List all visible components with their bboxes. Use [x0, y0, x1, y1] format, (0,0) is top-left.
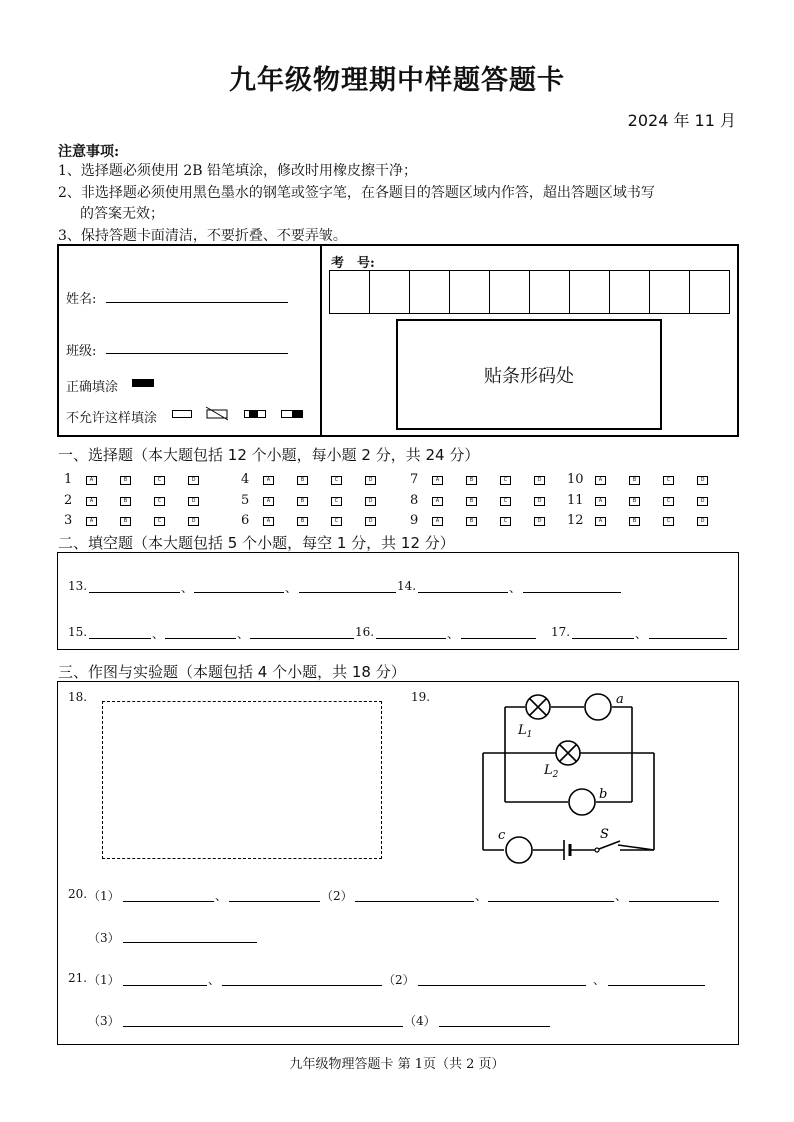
- q21-2-blank-2[interactable]: [608, 985, 705, 986]
- q15-blank-3[interactable]: [250, 638, 354, 639]
- mcq-question-number: 4: [241, 472, 250, 487]
- q15-blank-2[interactable]: [165, 638, 236, 639]
- mcq-question-number: 3: [64, 513, 73, 528]
- note-2: 2、非选择题必须使用黑色墨水的钢笔或签字笔，在各题目的答题区域内作答，超出答题区域书写: [58, 185, 655, 201]
- mcq-option-a[interactable]: A: [432, 497, 443, 506]
- q21-part2-label: （2）: [383, 973, 415, 987]
- mcq-question-number: 1: [64, 472, 73, 487]
- exam-number-label: 考 号:: [331, 256, 375, 271]
- mcq-option-d[interactable]: D: [697, 517, 708, 526]
- mcq-option-b[interactable]: B: [297, 476, 308, 485]
- mcq-option-d[interactable]: D: [697, 497, 708, 506]
- q16-blank-1[interactable]: [376, 638, 446, 639]
- mcq-option-c[interactable]: C: [500, 497, 511, 506]
- mcq-question-number: 11: [567, 493, 584, 508]
- mcq-option-d[interactable]: D: [534, 497, 545, 506]
- mcq-option-c[interactable]: C: [500, 476, 511, 485]
- q20-1-blank-1[interactable]: [123, 901, 214, 902]
- mcq-option-b[interactable]: B: [120, 517, 131, 526]
- q21-2-blank-1[interactable]: [418, 985, 586, 986]
- mcq-option-c[interactable]: C: [331, 497, 342, 506]
- mcq-option-a[interactable]: A: [432, 517, 443, 526]
- separator: 、: [593, 973, 606, 987]
- mcq-option-c[interactable]: C: [154, 497, 165, 506]
- q14-label: 14.: [397, 579, 417, 593]
- mcq-option-a[interactable]: A: [595, 497, 606, 506]
- q20-part1-label: （1）: [88, 889, 120, 903]
- q20-2-blank-2[interactable]: [488, 901, 614, 902]
- mcq-option-a[interactable]: A: [86, 497, 97, 506]
- q21-1-blank-1[interactable]: [123, 985, 207, 986]
- mcq-option-b[interactable]: B: [120, 476, 131, 485]
- label-c: c: [498, 828, 506, 843]
- separator: 、: [285, 581, 298, 595]
- q21-part3-label: （3）: [88, 1014, 120, 1028]
- mcq-option-d[interactable]: D: [365, 517, 376, 526]
- label-L1: $L_1$: [518, 723, 533, 740]
- mcq-option-b[interactable]: B: [297, 517, 308, 526]
- q17-blank-2[interactable]: [649, 638, 727, 639]
- mcq-option-b[interactable]: B: [629, 517, 640, 526]
- q14-blank-1[interactable]: [418, 592, 508, 593]
- separator: 、: [208, 973, 221, 987]
- mcq-option-a[interactable]: A: [86, 476, 97, 485]
- mcq-option-b[interactable]: B: [629, 476, 640, 485]
- info-divider: [320, 245, 322, 436]
- notes-heading: 注意事项:: [58, 144, 120, 160]
- q21-part4-label: （4）: [404, 1014, 436, 1028]
- mcq-option-b[interactable]: B: [120, 497, 131, 506]
- mcq-option-a[interactable]: A: [263, 517, 274, 526]
- mcq-option-c[interactable]: C: [663, 476, 674, 485]
- page-title: 九年级物理期中样题答题卡: [229, 65, 565, 96]
- label-S: S: [600, 827, 609, 842]
- barcode-label: 贴条形码处: [484, 366, 574, 387]
- q16-blank-2[interactable]: [461, 638, 536, 639]
- mcq-option-c[interactable]: C: [154, 517, 165, 526]
- wrong-fill-label: 不允许这样填涂: [66, 411, 158, 426]
- q20-part3-label: （3）: [88, 931, 120, 945]
- q21-1-blank-2[interactable]: [222, 985, 382, 986]
- q17-blank-1[interactable]: [572, 638, 634, 639]
- mcq-option-b[interactable]: B: [466, 476, 477, 485]
- q13-blank-2[interactable]: [194, 592, 284, 593]
- wrong-fill-empty: [172, 410, 192, 418]
- mcq-option-a[interactable]: A: [595, 517, 606, 526]
- mcq-option-d[interactable]: D: [534, 476, 545, 485]
- mcq-option-d[interactable]: D: [188, 517, 199, 526]
- separator: 、: [215, 889, 228, 903]
- label-a: a: [616, 692, 624, 707]
- mcq-option-c[interactable]: C: [331, 517, 342, 526]
- mcq-option-c[interactable]: C: [500, 517, 511, 526]
- separator: 、: [152, 627, 165, 641]
- mcq-option-c[interactable]: C: [331, 476, 342, 485]
- mcq-option-c[interactable]: C: [663, 497, 674, 506]
- separator: 、: [181, 581, 194, 595]
- q15-blank-1[interactable]: [89, 638, 151, 639]
- mcq-option-d[interactable]: D: [365, 497, 376, 506]
- q17-label: 17.: [551, 625, 571, 639]
- separator: 、: [635, 627, 648, 641]
- q20-2-blank-1[interactable]: [355, 901, 474, 902]
- q21-3-blank[interactable]: [123, 1026, 403, 1027]
- q18-label: 18.: [68, 690, 88, 704]
- section3-title: 三、作图与实验题（本题包括 4 个小题，共 18 分）: [58, 663, 406, 681]
- q20-1-blank-2[interactable]: [229, 901, 320, 902]
- mcq-question-number: 7: [410, 472, 419, 487]
- mcq-question-number: 5: [241, 493, 250, 508]
- separator: 、: [615, 889, 628, 903]
- correct-fill-label: 正确填涂: [66, 380, 119, 395]
- mcq-question-number: 10: [567, 472, 584, 487]
- name-label: 姓名:: [66, 292, 97, 307]
- mcq-option-b[interactable]: B: [629, 497, 640, 506]
- mcq-question-number: 9: [410, 513, 419, 528]
- mcq-option-a[interactable]: A: [263, 476, 274, 485]
- mcq-option-a[interactable]: A: [263, 497, 274, 506]
- q20-part2-label: （2）: [321, 889, 353, 903]
- mcq-option-a[interactable]: A: [432, 476, 443, 485]
- separator: 、: [509, 581, 522, 595]
- mcq-option-d[interactable]: D: [188, 497, 199, 506]
- mcq-option-d[interactable]: D: [188, 476, 199, 485]
- mcq-question-number: 2: [64, 493, 73, 508]
- mcq-question-number: 12: [567, 513, 584, 528]
- wrong-fill-half: [281, 410, 303, 418]
- mcq-option-b[interactable]: B: [466, 497, 477, 506]
- separator: 、: [237, 627, 250, 641]
- note-3: 3、保持答题卡面清洁，不要折叠、不要弄皱。: [58, 228, 347, 244]
- q20-3-blank[interactable]: [123, 942, 257, 943]
- q16-label: 16.: [355, 625, 375, 639]
- q14-blank-2[interactable]: [523, 592, 621, 593]
- q21-part1-label: （1）: [88, 973, 120, 987]
- mcq-option-d[interactable]: D: [365, 476, 376, 485]
- mcq-option-d[interactable]: D: [697, 476, 708, 485]
- label-b: b: [599, 787, 608, 802]
- mcq-option-a[interactable]: A: [595, 476, 606, 485]
- correct-fill-sample: [132, 379, 154, 387]
- page-footer: 九年级物理答题卡 第 1页（共 2 页）: [289, 1057, 505, 1072]
- wrong-fill-slash: [204, 405, 232, 421]
- section1-title: 一、选择题（本大题包括 12 个小题，每小题 2 分，共 24 分）: [58, 446, 480, 464]
- mcq-question-number: 8: [410, 493, 419, 508]
- q21-label: 21.: [68, 971, 88, 985]
- q13-blank-1[interactable]: [89, 592, 180, 593]
- exam-number-grid[interactable]: [329, 270, 730, 314]
- section2-title: 二、填空题（本大题包括 5 个小题，每空 1 分，共 12 分）: [58, 534, 455, 552]
- mcq-option-a[interactable]: A: [86, 517, 97, 526]
- class-label: 班级:: [66, 344, 97, 359]
- q13-blank-3[interactable]: [299, 592, 396, 593]
- mcq-option-c[interactable]: C: [154, 476, 165, 485]
- note-1: 1、选择题必须使用 2B 铅笔填涂，修改时用橡皮擦干净；: [58, 163, 418, 179]
- mcq-option-d[interactable]: D: [534, 517, 545, 526]
- q18-drawing-area[interactable]: [102, 701, 382, 859]
- q19-label: 19.: [411, 690, 431, 704]
- class-field[interactable]: [106, 353, 288, 354]
- mcq-option-b[interactable]: B: [297, 497, 308, 506]
- q21-4-blank[interactable]: [439, 1026, 550, 1027]
- label-L2: $L_2$: [544, 763, 559, 780]
- separator: 、: [475, 889, 488, 903]
- wrong-fill-partial: [244, 410, 266, 418]
- mcq-option-b[interactable]: B: [466, 517, 477, 526]
- exam-date: 2024 年 11 月: [627, 111, 736, 130]
- q15-label: 15.: [68, 625, 88, 639]
- q20-2-blank-3[interactable]: [629, 901, 719, 902]
- mcq-question-number: 6: [241, 513, 250, 528]
- name-field[interactable]: [106, 302, 288, 303]
- separator: 、: [447, 627, 460, 641]
- q19-circuit-diagram[interactable]: [478, 688, 658, 870]
- q20-label: 20.: [68, 887, 88, 901]
- q13-label: 13.: [68, 579, 88, 593]
- mcq-option-c[interactable]: C: [663, 517, 674, 526]
- note-2-cont: 的答案无效；: [80, 206, 164, 222]
